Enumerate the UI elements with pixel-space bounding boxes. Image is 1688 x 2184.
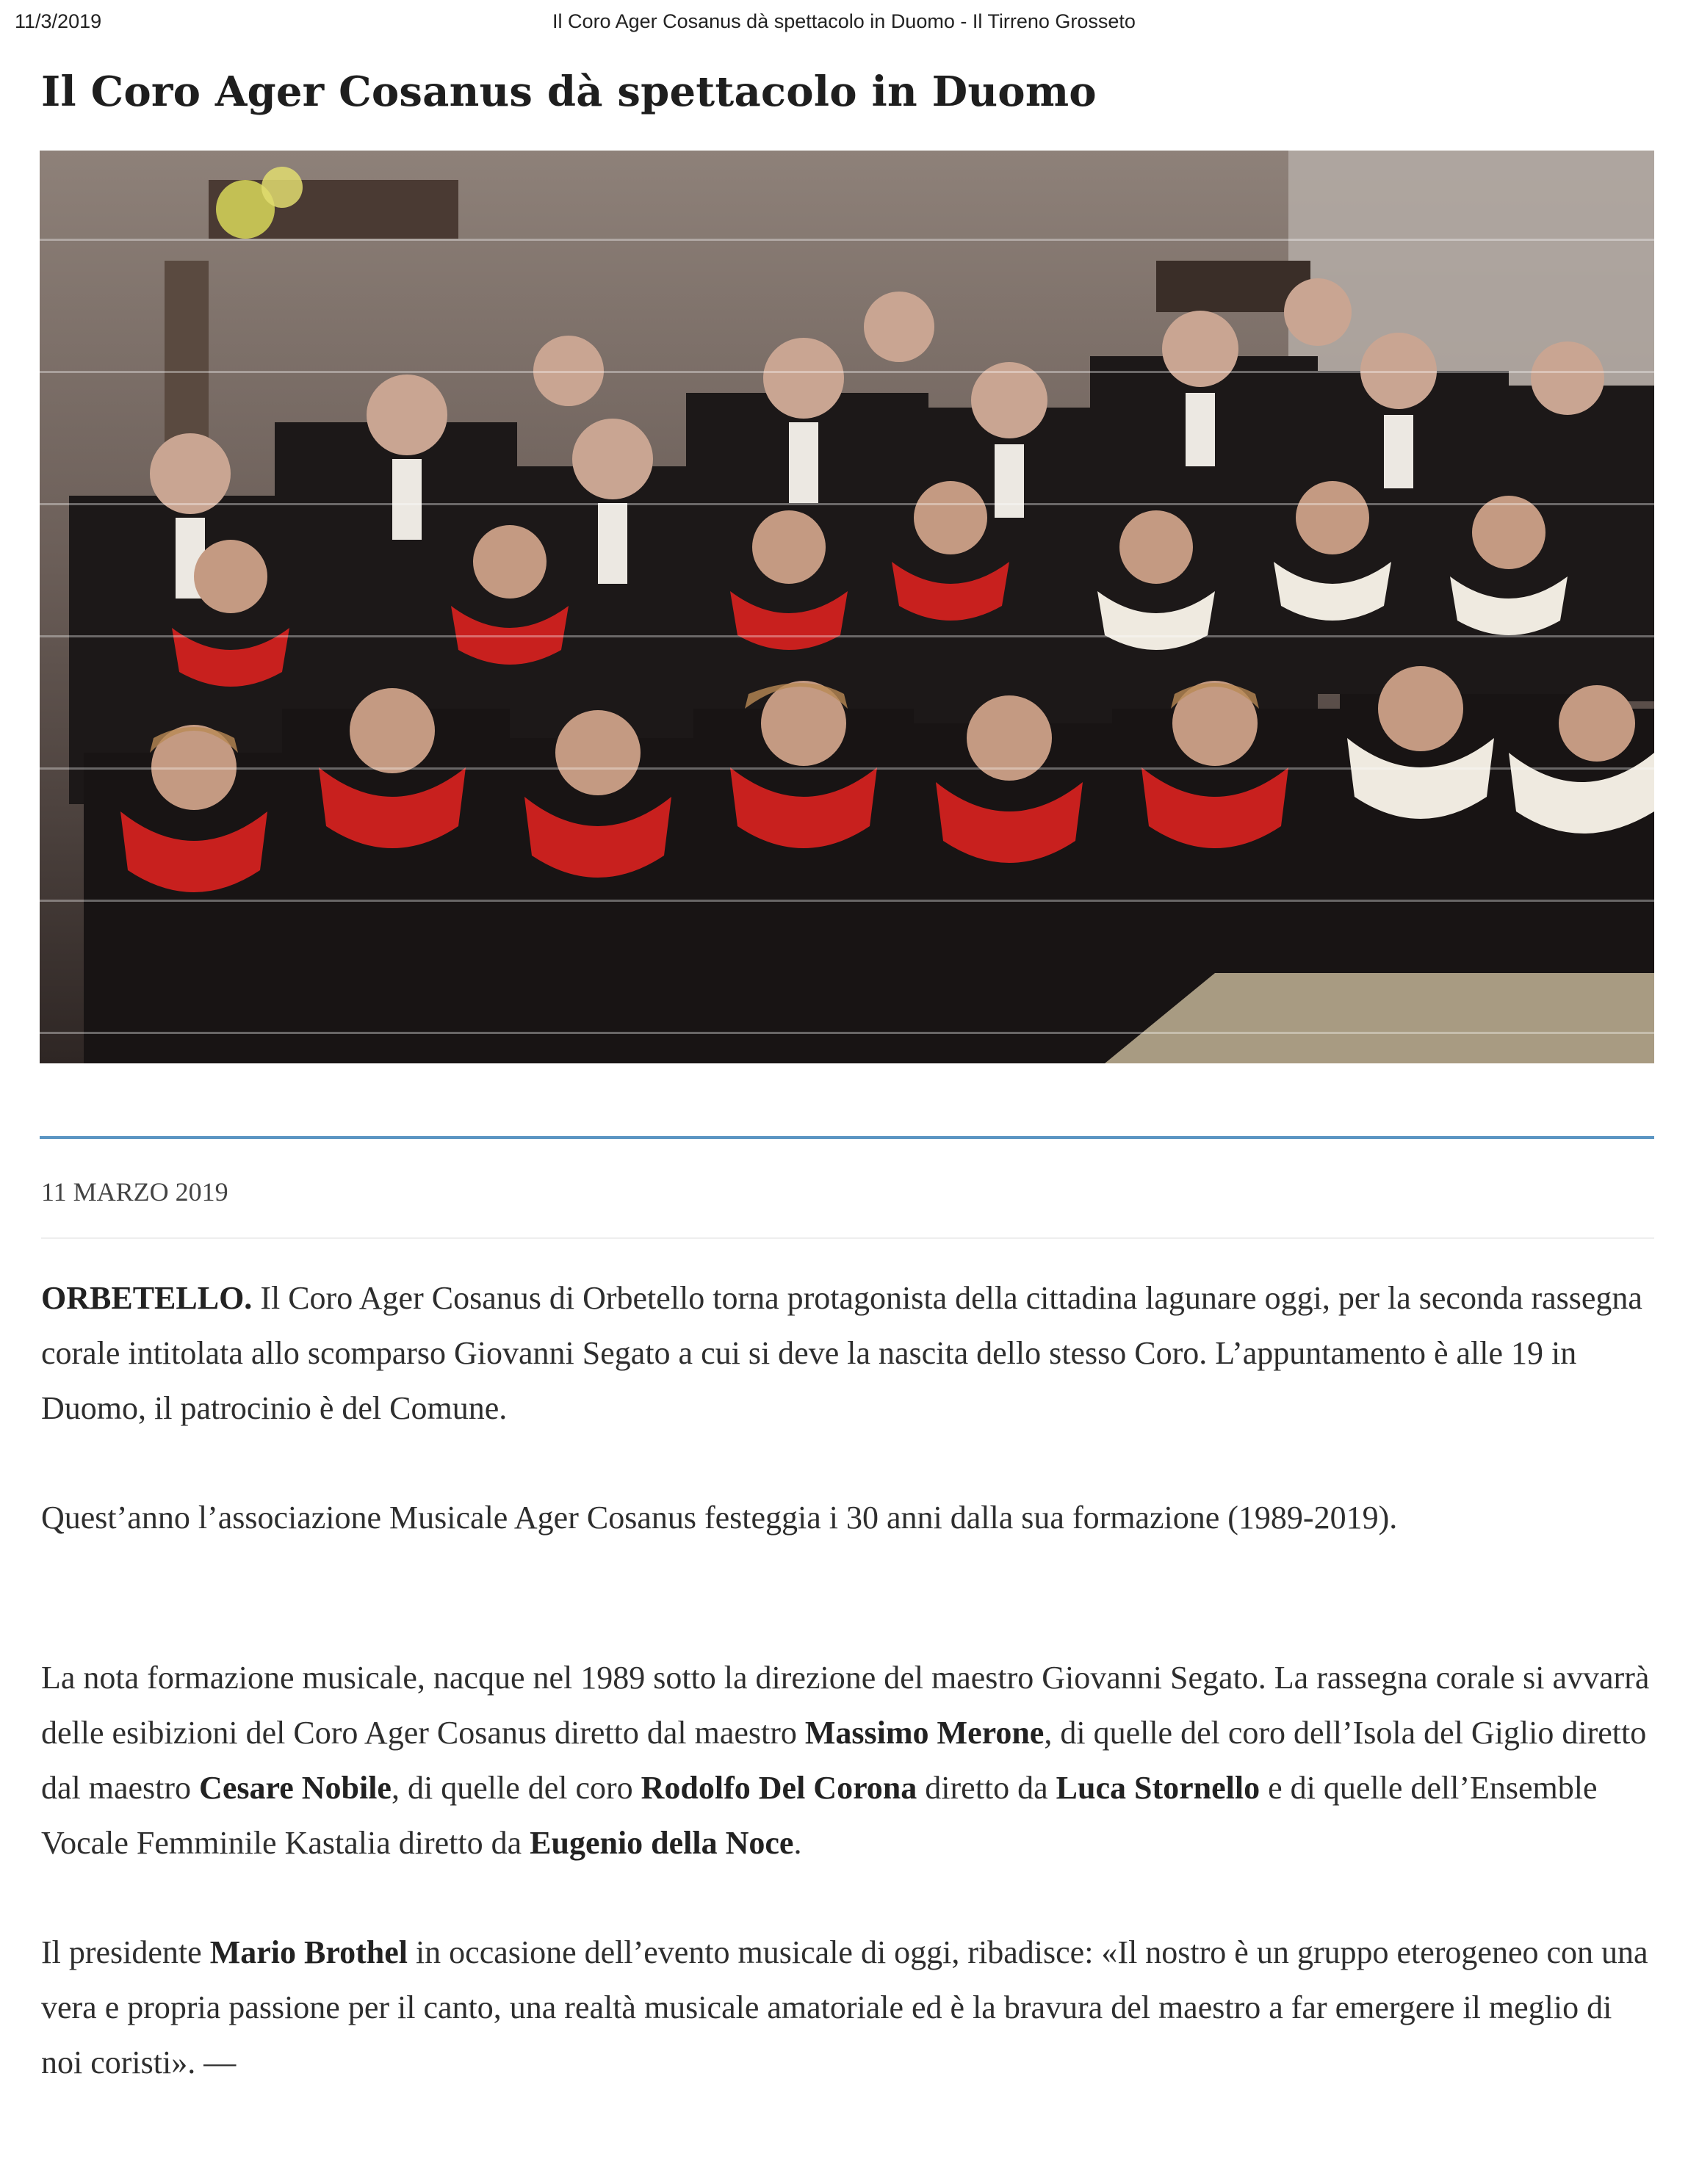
separator-rule [40,1136,1654,1139]
article-headline: Il Coro Ager Cosanus dà spettacolo in Duomo [41,68,1097,116]
paragraph-program [41,1650,1650,1870]
publish-date: 11 MARZO 2019 [41,1177,228,1207]
program-text-2: , di quelle del coro dell’Isola del Giglio diretto dal maestro [41,1715,1647,1806]
conductor-name: Eugenio della Noce [530,1825,794,1861]
choir-name: Rodolfo Del Corona [641,1770,917,1806]
program-text-5: e di quelle dell’Ensemble Vocale Femminile Kastalia diretto da [41,1770,1598,1861]
paragraph-quote [41,1925,1650,2090]
conductor-name: Cesare Nobile [199,1770,392,1806]
faint-divider [41,1237,1654,1239]
quote-text-1: Il presidente [41,1934,210,1970]
conductor-name: Luca Stornello [1056,1770,1260,1806]
article-body [41,1270,1650,2090]
choir-photo-illustration [40,151,1654,1063]
president-name: Mario Brothel [209,1934,408,1970]
program-text-4: diretto da [917,1770,1056,1806]
paragraph-intro [41,1270,1650,1436]
program-text-6: . [793,1825,802,1861]
paragraph-intro-text: Il Coro Ager Cosanus di Orbetello torna protagonista della cittadina lagunare oggi, per la seconda rassegna corale intitolata allo scomparso Giovanni Segato a cui si deve la nascita dello stesso Coro. L’appuntamento è alle 19 in Duomo, il patrocinio è del Comune. [41,1280,1642,1426]
program-text-3: , di quelle del coro [391,1770,641,1806]
quote-text-2: in occasione dell’evento musicale di oggi, ribadisce: «Il nostro è un gruppo eterogeneo con una vera e propria passione per il canto, una realtà musicale amatoriale ed è la bravura del maestro a far emergere il meglio di noi coristi». — [41,1934,1648,2080]
print-header [15,10,1673,40]
choir-photo [40,151,1654,1063]
program-text-1: La nota formazione musicale, nacque nel 1989 sotto la direzione del maestro Giovanni Segato. La rassegna corale si avvarrà delle esibizioni del Coro Ager Cosanus diretto dal maestro [41,1660,1650,1751]
dateline: ORBETELLO. [41,1280,253,1316]
paragraph-anniversary: Quest’anno l’associazione Musicale Ager Cosanus festeggia i 30 anni dalla sua formazione (1989-2019). [41,1500,1398,1536]
print-date: 11/3/2019 [15,10,102,32]
print-page-title: Il Coro Ager Cosanus dà spettacolo in Duomo - Il Tirreno Grosseto [552,10,1136,32]
conductor-name: Massimo Merone [804,1715,1045,1751]
